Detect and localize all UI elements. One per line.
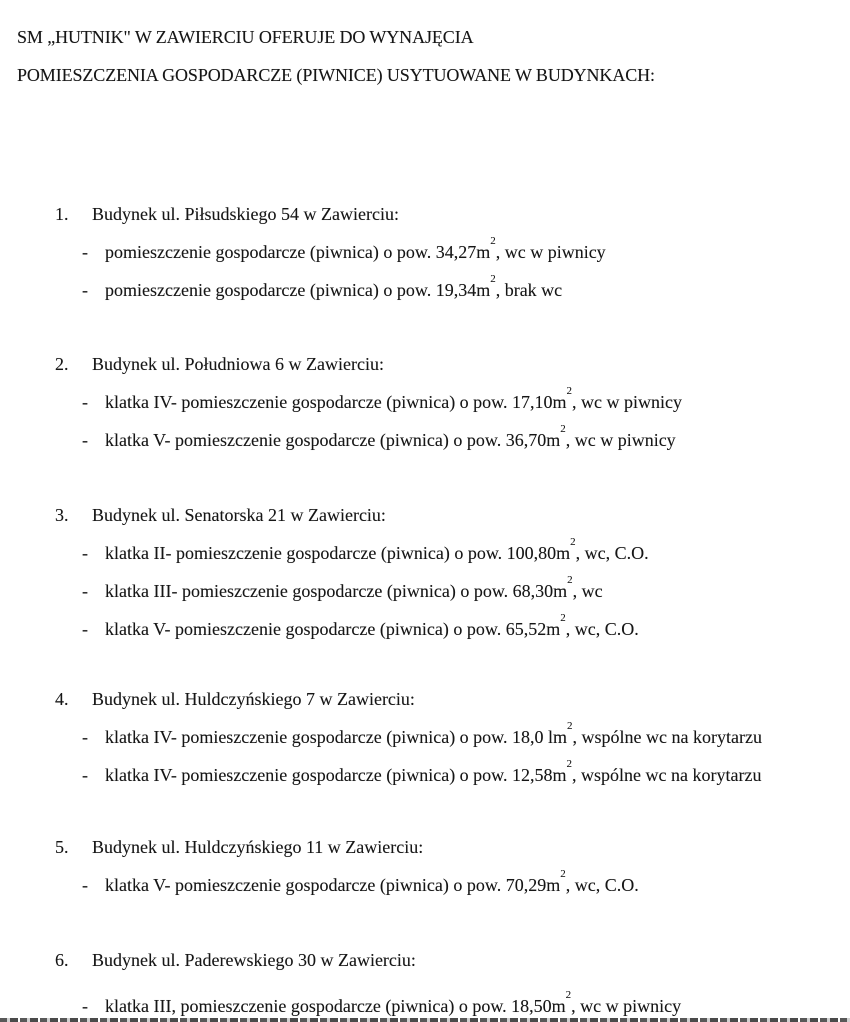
bullet-dash: -: [82, 581, 88, 601]
section-title: Budynek ul. Senatorska 21 w Zawierciu:: [92, 505, 386, 525]
section-number: 2.: [55, 354, 69, 374]
section-heading: [0, 202, 850, 227]
bullet-text: [105, 758, 762, 788]
superscript: 2: [490, 273, 496, 285]
bullet-text-post: , wc, C.O.: [565, 875, 639, 895]
header-line-2: POMIESZCZENIA GOSPODARCZE (PIWNICE) USYTUOWANE W BUDYNKACH:: [17, 65, 655, 85]
superscript: 2: [560, 868, 566, 880]
bullet-item: [0, 273, 850, 303]
bullet-text-post: , wc: [572, 581, 603, 601]
section-heading: [0, 948, 850, 973]
bullet-item: [0, 574, 850, 604]
bullet-dash: -: [82, 543, 88, 563]
bullet-text: [105, 273, 563, 303]
bullet-text: [105, 612, 639, 642]
bullet-text-pre: klatka V- pomieszczenie gospodarcze (piwnica) o pow. 65,52m: [105, 619, 561, 639]
bullet-text: [105, 536, 649, 566]
bullet-text-pre: klatka IV- pomieszczenie gospodarcze (piwnica) o pow. 17,10m: [105, 392, 567, 412]
section-title: Budynek ul. Południowa 6 w Zawierciu:: [92, 354, 384, 374]
bullet-dash: -: [82, 392, 88, 412]
section-title: Budynek ul. Piłsudskiego 54 w Zawierciu:: [92, 204, 399, 224]
superscript: 2: [565, 989, 572, 1001]
bullet-dash: -: [82, 727, 88, 747]
bullet-item: [0, 868, 850, 898]
bullet-dash: -: [82, 280, 88, 300]
bullet-text: [105, 385, 682, 415]
section-number: 3.: [55, 505, 69, 525]
section-heading: [0, 835, 850, 860]
bullet-item: [0, 235, 850, 265]
section-5: [0, 835, 850, 898]
bullet-text-post: , wc w piwnicy: [571, 996, 682, 1016]
bullet-text: [105, 574, 603, 604]
superscript: 2: [567, 720, 573, 732]
section-4: [0, 687, 850, 788]
bullet-text-pre: klatka IV- pomieszczenie gospodarcze (piwnica) o pow. 18,0 lm: [105, 727, 568, 747]
bullet-text-pre: klatka IV- pomieszczenie gospodarcze (piwnica) o pow. 12,58m: [105, 765, 567, 785]
bullet-text: [105, 235, 606, 265]
bullet-item: [0, 758, 850, 788]
section-1: [0, 202, 850, 303]
bullet-item: [0, 385, 850, 415]
superscript: 2: [566, 758, 573, 770]
section-6: [0, 948, 850, 1019]
section-title: Budynek ul. Paderewskiego 30 w Zawierciu:: [92, 950, 416, 970]
bullet-item: [0, 989, 850, 1019]
bullet-dash: -: [82, 242, 88, 262]
bullet-item: [0, 536, 850, 566]
bullet-text-pre: klatka III, pomieszczenie gospodarcze (piwnica) o pow. 18,50m: [105, 996, 566, 1016]
section-number: 4.: [55, 689, 69, 709]
bullet-text: [105, 720, 762, 750]
section-title: Budynek ul. Huldczyńskiego 7 w Zawierciu:: [92, 689, 415, 709]
bullet-text-pre: klatka II- pomieszczenie gospodarcze (piwnica) o pow. 100,80m: [105, 543, 571, 563]
bullet-item: [0, 720, 850, 750]
bullet-dash: -: [82, 619, 88, 639]
bullet-text-post: , wc, C.O.: [575, 543, 649, 563]
section-heading: [0, 687, 850, 712]
bullet-dash: -: [82, 996, 88, 1016]
bullet-text-post: , wc, C.O.: [565, 619, 639, 639]
superscript: 2: [567, 574, 573, 586]
superscript: 2: [560, 423, 566, 435]
bullet-dash: -: [82, 430, 88, 450]
bullet-item: [0, 612, 850, 642]
section-2: [0, 352, 850, 453]
bullet-text-pre: pomieszczenie gospodarcze (piwnica) o pow. 19,34m: [105, 280, 491, 300]
superscript: 2: [560, 612, 566, 624]
section-number: 5.: [55, 837, 69, 857]
bullet-text-post: , wc w piwnicy: [565, 430, 676, 450]
bullet-text-post: , brak wc: [495, 280, 563, 300]
bullet-text: [105, 868, 639, 898]
bullet-text-pre: klatka III- pomieszczenie gospodarcze (piwnica) o pow. 68,30m: [105, 581, 568, 601]
section-number: 6.: [55, 950, 69, 970]
bullet-dash: -: [82, 765, 88, 785]
section-title: Budynek ul. Huldczyńskiego 11 w Zawierciu:: [92, 837, 424, 857]
bullet-dash: -: [82, 875, 88, 895]
bullet-text-post: , wc w piwnicy: [572, 392, 682, 412]
bullet-text: [105, 423, 676, 453]
superscript: 2: [570, 536, 576, 548]
bullet-text-post: , wspólne wc na korytarzu: [572, 727, 762, 747]
bullet-text-pre: klatka V- pomieszczenie gospodarcze (piwnica) o pow. 36,70m: [105, 430, 561, 450]
section-heading: [0, 503, 850, 528]
bullet-text-post: , wc w piwnicy: [495, 242, 606, 262]
section-3: [0, 503, 850, 642]
superscript: 2: [566, 385, 573, 397]
bullet-item: [0, 423, 850, 453]
document-header: [17, 25, 840, 88]
bullet-text-pre: pomieszczenie gospodarcze (piwnica) o pow. 34,27m: [105, 242, 491, 262]
header-line-1: SM „HUTNIK" W ZAWIERCIU OFERUJE DO WYNAJĘCIA: [17, 27, 474, 47]
superscript: 2: [490, 235, 496, 247]
scan-noise-artifact: [0, 1018, 850, 1022]
bullet-text: [105, 989, 682, 1019]
bullet-text-pre: klatka V- pomieszczenie gospodarcze (piwnica) o pow. 70,29m: [105, 875, 561, 895]
section-number: 1.: [55, 204, 69, 224]
bullet-text-post: , wspólne wc na korytarzu: [572, 765, 762, 785]
section-heading: [0, 352, 850, 377]
